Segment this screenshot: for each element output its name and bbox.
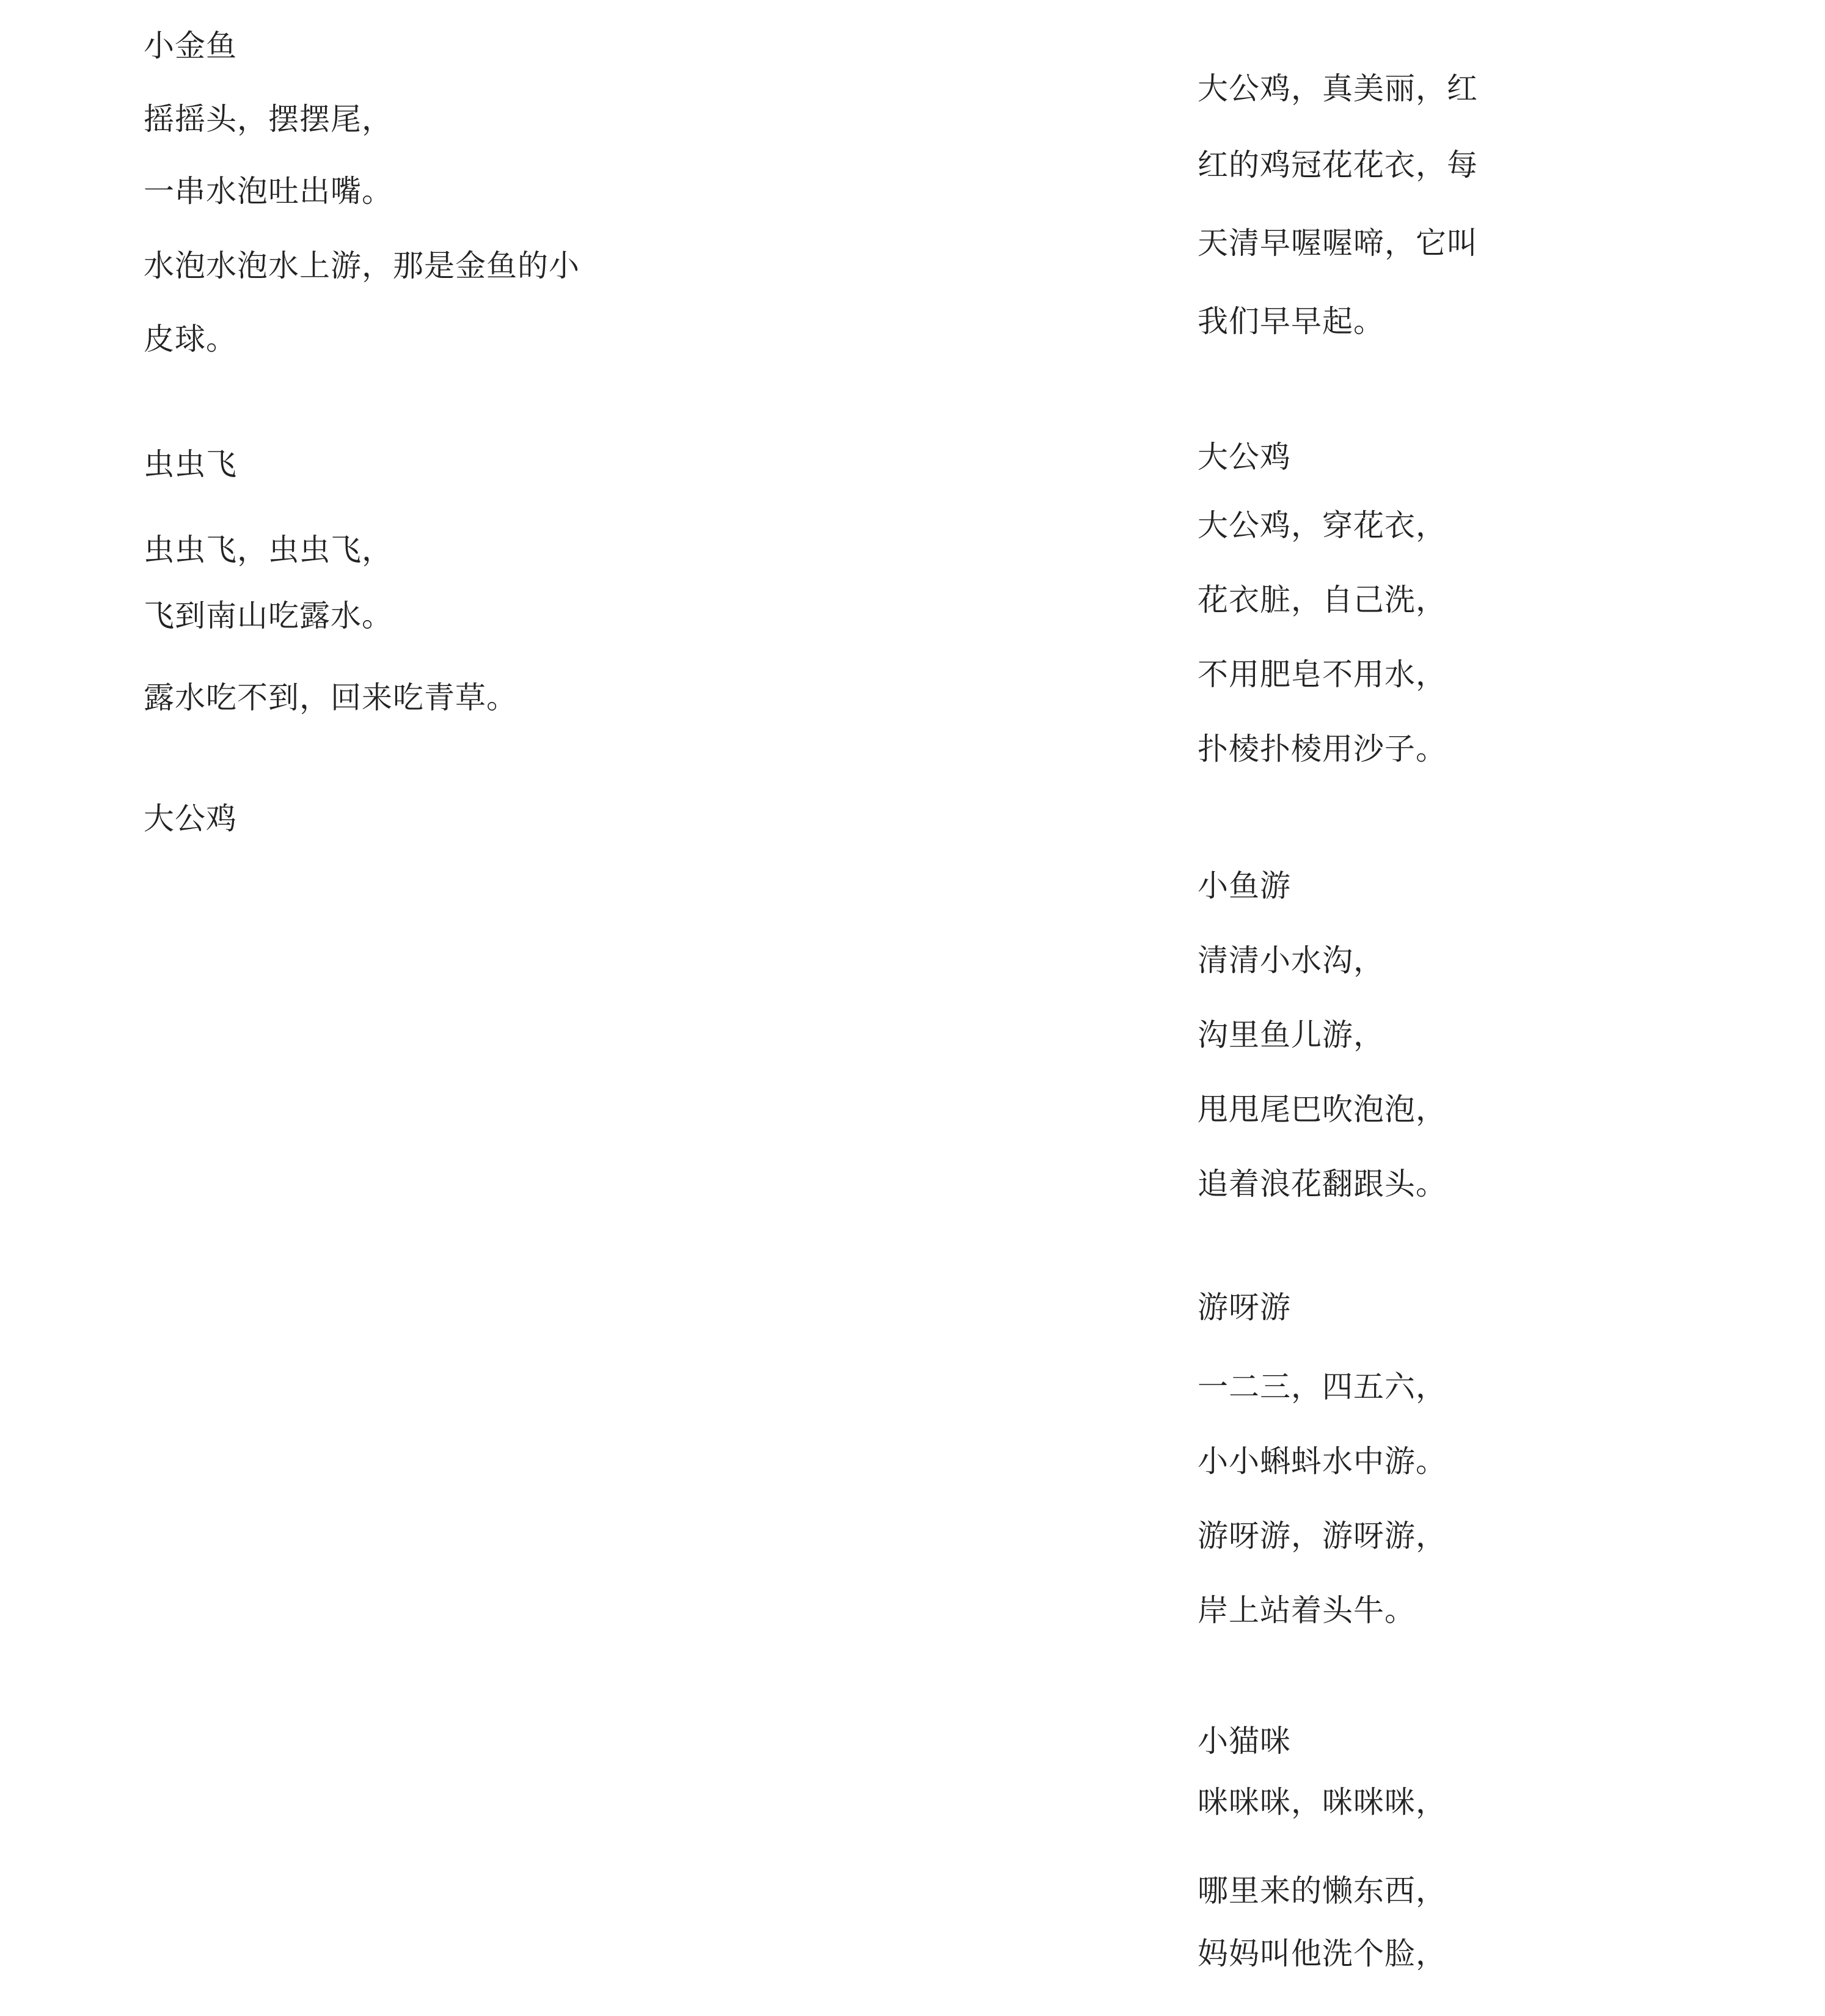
- poem-title-dagongji-2: 大公鸡: [1198, 439, 1291, 475]
- poem-line: 不用肥皂不用水，: [1198, 657, 1447, 692]
- poem-line: 清清小水沟，: [1198, 943, 1384, 978]
- poem-line: 露水吃不到，回来吃青草。: [144, 680, 518, 715]
- poem-title-youyayou: 游呀游: [1198, 1290, 1291, 1325]
- poem-line: 水泡水泡水上游，那是金鱼的小: [144, 248, 580, 283]
- poem-line: 游呀游，游呀游，: [1198, 1518, 1447, 1554]
- poem-line: 哪里来的懒东西，: [1198, 1873, 1447, 1908]
- poem-line: 妈妈叫他洗个脸，: [1198, 1936, 1447, 1971]
- poem-line: 虫虫飞，虫虫飞，: [144, 532, 393, 568]
- poem-title-xiaomaomi: 小猫咪: [1198, 1723, 1291, 1759]
- poem-line: 红的鸡冠花花衣，每: [1198, 147, 1478, 183]
- poem-line: 天清早喔喔啼，它叫: [1198, 225, 1478, 261]
- poem-line: 扑棱扑棱用沙子。: [1198, 731, 1447, 767]
- poem-line: 小小蝌蚪水中游。: [1198, 1444, 1447, 1479]
- poem-line: 飞到南山吃露水。: [144, 598, 393, 634]
- poem-line: 皮球。: [144, 321, 237, 357]
- poem-title-chongchongfei: 虫虫飞: [144, 447, 237, 482]
- poem-line: 甩甩尾巴吹泡泡，: [1198, 1092, 1447, 1127]
- poem-line: 大公鸡，真美丽，红: [1198, 71, 1478, 106]
- poem-line: 一二三，四五六，: [1198, 1369, 1447, 1404]
- poem-title-dagongji: 大公鸡: [144, 801, 237, 836]
- poem-title-xiaoyuyou: 小鱼游: [1198, 868, 1291, 904]
- poem-line: 沟里鱼儿游，: [1198, 1017, 1384, 1053]
- poem-line: 岸上站着头牛。: [1198, 1593, 1416, 1628]
- poem-line: 花衣脏，自己洗，: [1198, 582, 1447, 618]
- poem-line: 追着浪花翻跟头。: [1198, 1166, 1447, 1202]
- poem-line: 大公鸡，穿花衣，: [1198, 508, 1447, 543]
- poem-line: 咪咪咪，咪咪咪，: [1198, 1784, 1447, 1820]
- poem-line: 摇摇头，摆摆尾，: [144, 101, 393, 137]
- poem-line: 一串水泡吐出嘴。: [144, 173, 393, 209]
- poem-title-xiaojinyu: 小金鱼: [144, 28, 237, 64]
- poem-line: 我们早早起。: [1198, 304, 1384, 339]
